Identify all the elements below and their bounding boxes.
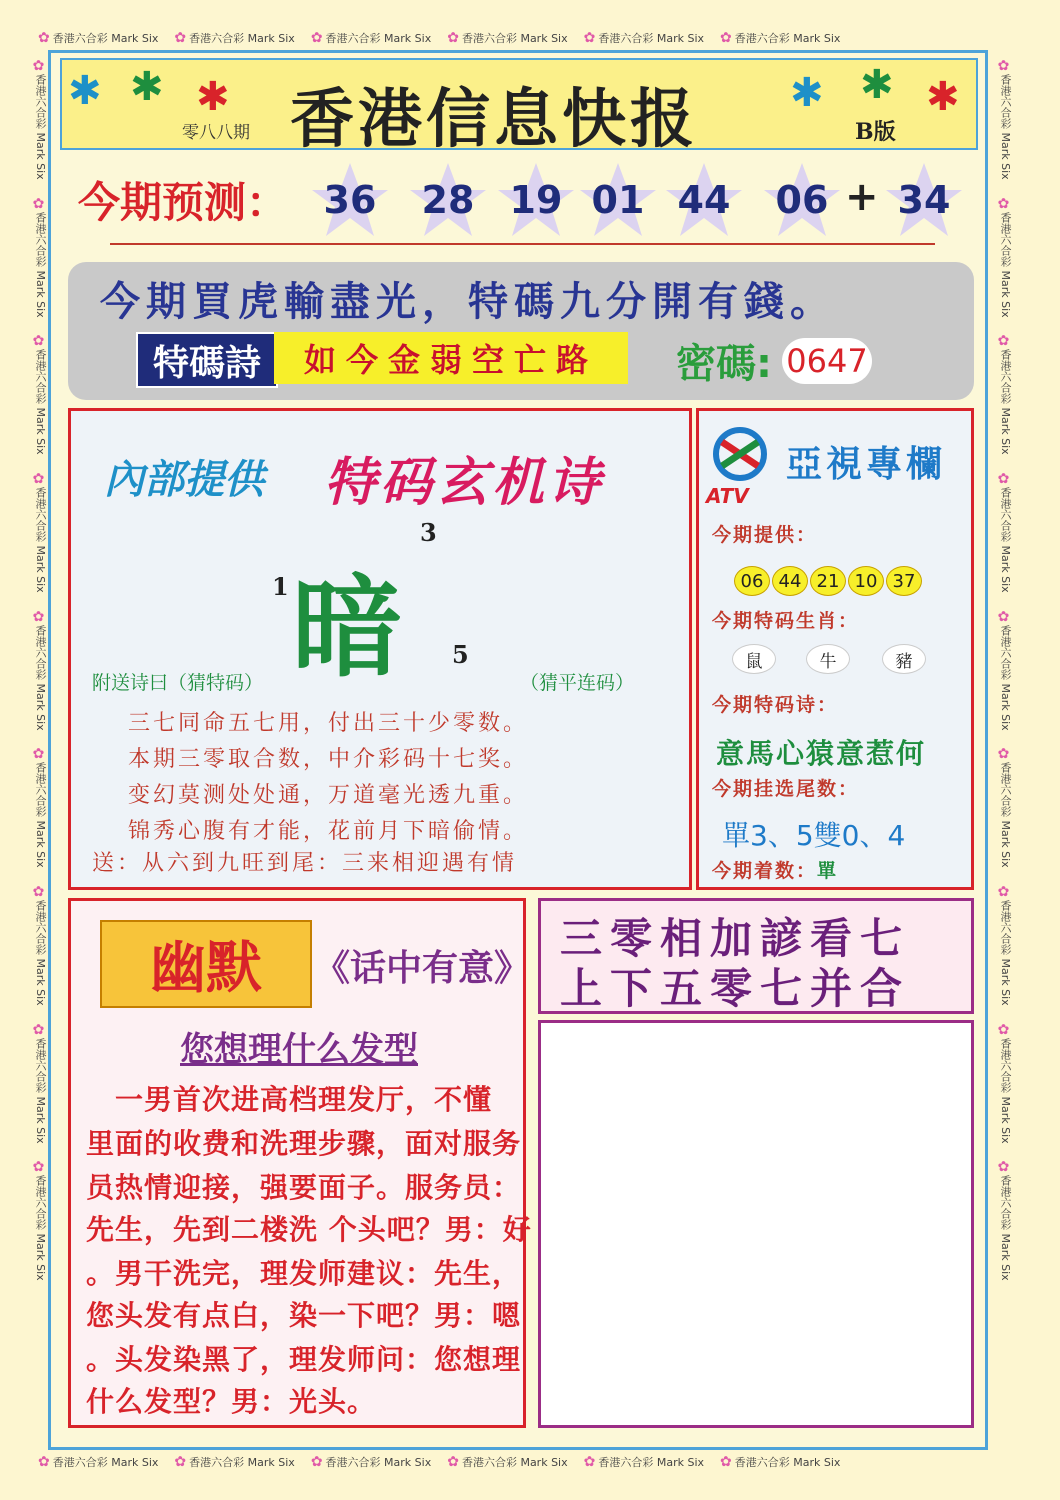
flower-icon: ✿	[174, 30, 187, 46]
flower-icon: ✿	[310, 30, 323, 46]
humor-subtitle: 《话中有意》	[314, 948, 531, 989]
special-number: 34	[884, 160, 964, 240]
story-line: 一男首次进高档理发厅，不懂	[86, 1083, 493, 1116]
humor-badge: 幽默	[100, 920, 312, 1008]
issue-number: 零八八期	[182, 123, 250, 143]
flower-icon: ✿	[583, 1454, 596, 1470]
asterisk-icon: ✱	[196, 74, 230, 120]
number-ball: 06	[734, 566, 770, 596]
headline-text: 今期買虎輸盡光，特碼九分開有錢。	[100, 279, 836, 325]
riddle-title: 特码玄机诗	[324, 453, 605, 513]
border-label: ✿ 香港六合彩 Mark Six	[995, 884, 1012, 1006]
border-label: ✿ 香港六合彩 Mark Six	[30, 471, 47, 593]
blank-panel	[538, 1020, 974, 1428]
border-label: ✿ 香港六合彩 Mark Six	[310, 1454, 432, 1470]
flower-icon: ✿	[720, 1454, 732, 1470]
flower-icon: ✿	[174, 1454, 187, 1470]
border-label: ✿ 香港六合彩 Mark Six	[447, 30, 568, 46]
story-line: 里面的收费和洗理步骤，面对服务	[86, 1127, 522, 1160]
border-label: ✿ 香港六合彩 Mark Six	[995, 58, 1012, 180]
riddle-character: 暗	[292, 564, 402, 692]
atv-logo-text: ATV	[706, 484, 749, 508]
prediction-number: 36	[310, 160, 390, 240]
border-label: ✿ 香港六合彩 Mark Six	[30, 1021, 47, 1144]
riddle-verse: 本期三零取合数，中介彩码十七奖。	[128, 747, 529, 772]
flower-icon: ✿	[30, 608, 47, 625]
atv-poem-label: 今期特码诗：	[712, 694, 839, 716]
riddle-note-right: （猜平连码）	[520, 672, 635, 694]
verse-line: 上下五零七并合	[560, 964, 911, 1013]
asterisk-icon: ✱	[130, 64, 164, 110]
atv-count: 今期着数：單	[712, 860, 839, 882]
riddle-note-left: 附送诗曰（猜特码）	[92, 672, 264, 694]
riddle-verse: 三七同命五七用，付出三十少零数。	[128, 711, 529, 736]
border-label: ✿ 香港六合彩 Mark Six	[995, 195, 1012, 318]
border-label: ✿ 香港六合彩 Mark Six	[30, 746, 47, 869]
flower-icon: ✿	[995, 333, 1012, 350]
verse-line: 三零相加諺看七	[560, 914, 911, 963]
flower-icon: ✿	[995, 1159, 1012, 1176]
code-label: 密碼:	[676, 341, 772, 387]
number-ball: 21	[810, 566, 846, 596]
border-strip-left	[30, 50, 50, 1450]
zodiac-badge: 豬	[882, 644, 926, 674]
flower-icon: ✿	[310, 1454, 323, 1470]
riddle-index: 5	[452, 640, 469, 669]
border-label: ✿ 香港六合彩 Mark Six	[995, 471, 1012, 593]
edition-label: B版	[855, 119, 896, 145]
flower-icon: ✿	[30, 58, 47, 74]
flower-icon: ✿	[30, 1159, 47, 1176]
flower-icon: ✿	[995, 608, 1012, 625]
border-label: ✿ 香港六合彩 Mark Six	[30, 333, 47, 456]
flower-icon: ✿	[447, 30, 459, 46]
border-label: ✿ 香港六合彩 Mark Six	[720, 1454, 841, 1470]
story-line: 。头发染黑了，理发师问：您想理	[86, 1343, 522, 1376]
riddle-index: 3	[420, 518, 437, 547]
story-line: 先生，先到二楼洗 个头吧？男：好	[86, 1213, 532, 1246]
atv-provide-label: 今期提供：	[712, 524, 818, 546]
story-line: 您头发有点白，染一下吧？男：嗯	[86, 1299, 522, 1332]
border-strip-bottom	[30, 1452, 1030, 1472]
riddle-verse: 变幻莫测处处通，万道毫光透九重。	[128, 783, 529, 808]
prediction-number: 28	[408, 160, 488, 240]
border-label: ✿ 香港六合彩 Mark Six	[720, 30, 841, 46]
border-label: ✿ 香港六合彩 Mark Six	[310, 30, 432, 46]
zodiac-badge: 鼠	[732, 644, 776, 674]
flower-icon: ✿	[30, 471, 47, 488]
border-label: ✿ 香港六合彩 Mark Six	[30, 58, 47, 180]
border-label: ✿ 香港六合彩 Mark Six	[30, 195, 47, 318]
border-label: ✿ 香港六合彩 Mark Six	[995, 333, 1012, 456]
border-label: ✿ 香港六合彩 Mark Six	[995, 746, 1012, 869]
story-line: 什么发型？男：光头。	[86, 1385, 377, 1418]
flower-icon: ✿	[995, 195, 1012, 212]
divider	[110, 243, 935, 245]
prediction-number: 44	[664, 160, 744, 240]
asterisk-icon: ✱	[860, 62, 894, 108]
atv-poem: 意馬心猿意惹何	[716, 737, 927, 770]
flower-icon: ✿	[38, 1454, 50, 1470]
border-label: ✿ 香港六合彩 Mark Six	[583, 30, 705, 46]
riddle-label: 內部提供	[104, 457, 264, 503]
border-label: ✿ 香港六合彩 Mark Six	[30, 608, 47, 731]
riddle-gift: 送：从六到九旺到尾：三来相迎遇有情	[92, 851, 518, 876]
border-label: ✿ 香港六合彩 Mark Six	[38, 1454, 159, 1470]
story-title: 您想理什么发型	[180, 1030, 418, 1070]
atv-tails: 單3、5雙0、4	[722, 819, 906, 852]
border-label: ✿ 香港六合彩 Mark Six	[583, 1454, 705, 1470]
prediction-label: 今期预测：	[78, 178, 289, 227]
border-label: ✿ 香港六合彩 Mark Six	[38, 30, 159, 46]
border-strip-top	[30, 28, 1030, 48]
story-line: 。男干洗完，理发师建议：先生，	[86, 1257, 522, 1290]
prediction-number: 19	[496, 160, 576, 240]
story-line: 员热情迎接，强要面子。服务员：	[86, 1171, 522, 1204]
atv-title: 亞視專欄	[786, 444, 947, 485]
border-label: ✿ 香港六合彩 Mark Six	[30, 1159, 47, 1282]
asterisk-icon: ✱	[926, 74, 960, 120]
border-label: ✿ 香港六合彩 Mark Six	[174, 1454, 295, 1470]
atv-zodiac-label: 今期特码生肖：	[712, 610, 860, 632]
border-strip-right	[995, 50, 1015, 1450]
asterisk-icon: ✱	[68, 68, 102, 114]
atv-logo-icon	[708, 422, 772, 486]
flower-icon: ✿	[30, 884, 47, 901]
code-value: 0647	[782, 338, 872, 384]
flower-icon: ✿	[30, 195, 47, 212]
border-label: ✿ 香港六合彩 Mark Six	[174, 30, 295, 46]
riddle-index: 1	[272, 572, 289, 601]
poem-label: 特碼詩	[136, 332, 278, 388]
flower-icon: ✿	[995, 884, 1012, 901]
prediction-number: 01	[578, 160, 658, 240]
flower-icon: ✿	[38, 30, 50, 46]
prediction-number: 06	[762, 160, 842, 240]
flower-icon: ✿	[30, 333, 47, 350]
border-label: ✿ 香港六合彩 Mark Six	[447, 1454, 568, 1470]
page-title: 香港信息快报	[290, 82, 698, 157]
flower-icon: ✿	[583, 30, 596, 46]
atv-tails-label: 今期挂选尾数：	[712, 778, 860, 800]
border-label: ✿ 香港六合彩 Mark Six	[995, 1159, 1012, 1282]
flower-icon: ✿	[995, 746, 1012, 763]
flower-icon: ✿	[447, 1454, 459, 1470]
number-ball: 44	[772, 566, 808, 596]
flower-icon: ✿	[30, 1021, 47, 1038]
plus-sign: +	[845, 174, 879, 220]
flower-icon: ✿	[995, 1021, 1012, 1038]
number-ball: 37	[886, 566, 922, 596]
border-label: ✿ 香港六合彩 Mark Six	[995, 608, 1012, 731]
asterisk-icon: ✱	[790, 70, 824, 116]
flower-icon: ✿	[30, 746, 47, 763]
zodiac-badge: 牛	[806, 644, 850, 674]
flower-icon: ✿	[995, 471, 1012, 488]
number-ball: 10	[848, 566, 884, 596]
riddle-verse: 锦秀心腹有才能，花前月下暗偷情。	[128, 819, 529, 844]
border-label: ✿ 香港六合彩 Mark Six	[30, 884, 47, 1006]
atv-balls	[734, 566, 924, 596]
border-label: ✿ 香港六合彩 Mark Six	[995, 1021, 1012, 1144]
flower-icon: ✿	[995, 58, 1012, 74]
flower-icon: ✿	[720, 30, 732, 46]
poem-text: 如今金弱空亡路	[274, 332, 628, 384]
